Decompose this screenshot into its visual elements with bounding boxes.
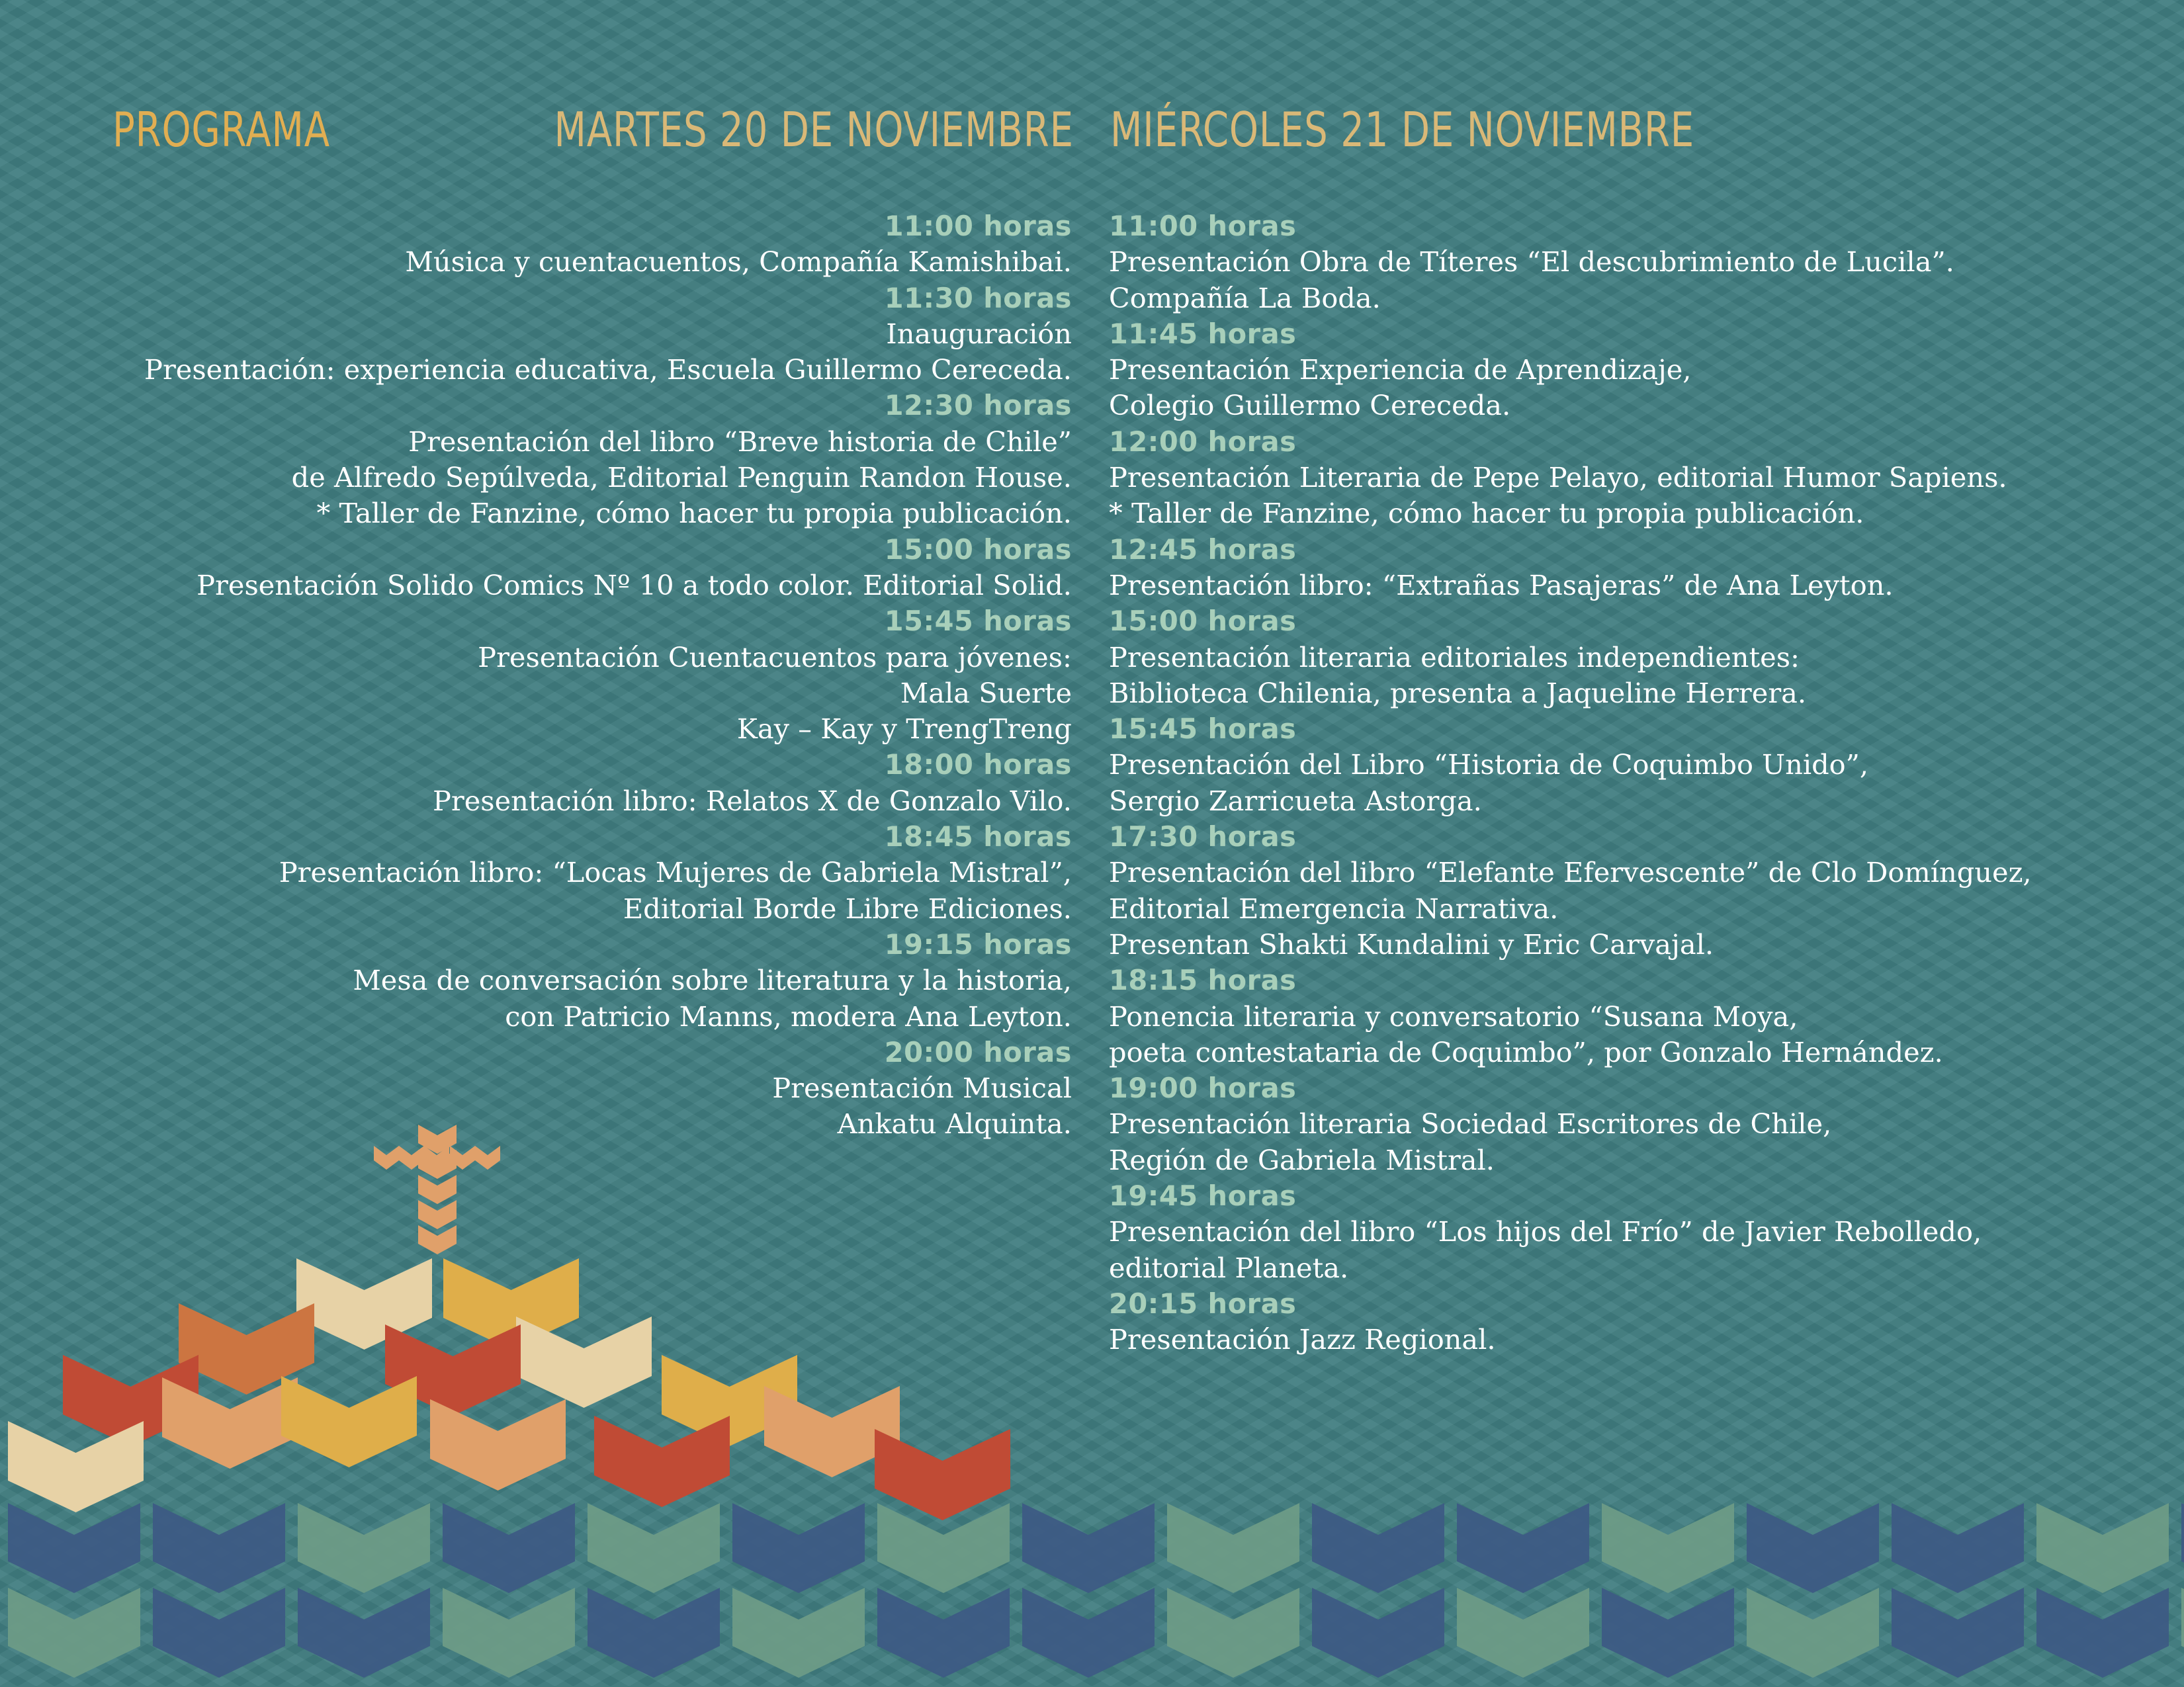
- event-line: Presentación Obra de Títeres “El descubrimiento de Lucila”.: [1109, 245, 1954, 279]
- schedule-event: [1109, 963, 2032, 1070]
- chevron-shape: [1457, 1503, 1589, 1593]
- event-line: Presentación Musical: [772, 1072, 1072, 1105]
- event-line: con Patricio Manns, modera Ana Leyton.: [505, 1000, 1072, 1033]
- chevron-shape: [374, 1146, 399, 1170]
- chevron-shape: [1747, 1503, 1879, 1593]
- day1-heading: MARTES 20 DE NOVIEMBRE: [554, 102, 1074, 157]
- chevron-shape: [588, 1588, 720, 1678]
- schedule-event: [1109, 1070, 2032, 1178]
- event-time: 15:00 horas: [884, 533, 1072, 566]
- event-time: 17:30 horas: [1109, 820, 1297, 853]
- chevron-shape: [8, 1588, 140, 1678]
- chevron-shape: [1892, 1503, 2024, 1593]
- event-line: Mala Suerte: [900, 676, 1072, 709]
- event-line: Presentación Jazz Regional.: [1109, 1323, 1496, 1356]
- event-line: Biblioteca Chilenia, presenta a Jaqueline Herrera.: [1109, 676, 1807, 709]
- event-line: editorial Planeta.: [1109, 1251, 1349, 1284]
- event-line: Presentan Shakti Kundalini y Eric Carvajal.: [1109, 928, 1714, 961]
- chevron-shape: [418, 1150, 457, 1179]
- chevron-shape: [1457, 1588, 1589, 1678]
- event-line: Editorial Borde Libre Ediciones.: [623, 892, 1072, 925]
- chevron-shape: [2181, 1588, 2184, 1678]
- schedule-event: [144, 747, 1072, 819]
- event-line: Colegio Guillermo Cereceda.: [1109, 389, 1511, 422]
- chevron-shape: [516, 1317, 652, 1408]
- event-line: Ankatu Alquinta.: [837, 1107, 1072, 1141]
- chevron-shape: [594, 1416, 730, 1507]
- event-line: de Alfredo Sepúlveda, Editorial Penguin Randon House.: [291, 461, 1072, 494]
- chevron-shape: [418, 1200, 457, 1229]
- schedule-event: [1109, 424, 2032, 532]
- chevron-shape: [281, 1376, 417, 1467]
- event-line: poeta contestataria de Coquimbo”, por Gonzalo Hernández.: [1109, 1035, 1943, 1068]
- chevron-shape: [1022, 1588, 1155, 1678]
- chevron-shape: [443, 1503, 575, 1593]
- chevron-shape: [418, 1225, 457, 1254]
- schedule-event: [144, 532, 1072, 604]
- chevron-shape: [8, 1503, 140, 1593]
- chevron-shape: [1602, 1503, 1734, 1593]
- event-line: Kay – Kay y TrengTreng: [736, 713, 1072, 746]
- event-line: Compañía La Boda.: [1109, 281, 1381, 314]
- schedule-event: [144, 208, 1072, 281]
- event-time: 11:45 horas: [1109, 317, 1297, 350]
- event-line: Presentación libro: “Extrañas Pasajeras” de Ana Leyton.: [1109, 568, 1894, 601]
- event-line: Inauguración: [886, 317, 1072, 350]
- chevron-shape: [1312, 1588, 1444, 1678]
- event-line: Presentación del Libro “Historia de Coquimbo Unido”,: [1109, 748, 1869, 781]
- event-line: Presentación libro: Relatos X de Gonzalo Vilo.: [432, 784, 1072, 817]
- event-line: Presentación del libro “Los hijos del Frío” de Javier Rebolledo,: [1109, 1215, 1982, 1248]
- event-line: Presentación Cuentacuentos para jóvenes:: [478, 640, 1072, 673]
- chevron-shape: [430, 1399, 566, 1491]
- event-line: Presentación Solido Comics Nº 10 a todo color. Editorial Solid.: [197, 568, 1072, 601]
- chevron-shape: [1602, 1588, 1734, 1678]
- day2-heading: MIÉRCOLES 21 DE NOVIEMBRE: [1110, 102, 1694, 157]
- chevron-shape: [2181, 1503, 2184, 1593]
- chevron-shape: [418, 1175, 457, 1204]
- chevron-shape: [2036, 1588, 2169, 1678]
- event-time: 20:00 horas: [884, 1035, 1072, 1068]
- event-line: * Taller de Fanzine, cómo hacer tu propia publicación.: [1109, 497, 1864, 530]
- chevron-shape: [1167, 1503, 1299, 1593]
- event-line: Presentación del libro “Breve historia de Chile”: [408, 425, 1072, 458]
- event-line: Presentación Literaria de Pepe Pelayo, editorial Humor Sapiens.: [1109, 461, 2007, 494]
- schedule-event: [1109, 208, 2032, 316]
- chevron-shape: [732, 1588, 865, 1678]
- chevron-shape: [2036, 1503, 2169, 1593]
- event-time: 11:00 horas: [1109, 210, 1297, 242]
- schedule-event: [1109, 819, 2032, 963]
- event-time: 18:15 horas: [1109, 964, 1297, 997]
- schedule-event: [144, 927, 1072, 1035]
- event-line: Presentación: experiencia educativa, Escuela Guillermo Cereceda.: [144, 353, 1072, 386]
- event-time: 11:30 horas: [884, 281, 1072, 314]
- schedule-event: [144, 819, 1072, 927]
- event-time: 19:15 horas: [884, 928, 1072, 961]
- chevron-shape: [153, 1588, 285, 1678]
- chevron-shape: [875, 1429, 1010, 1520]
- chevron-shape: [1312, 1503, 1444, 1593]
- event-time: 11:00 horas: [884, 210, 1072, 242]
- event-line: Mesa de conversación sobre literatura y la historia,: [353, 964, 1072, 997]
- event-time: 20:15 horas: [1109, 1287, 1297, 1320]
- chevron-shape: [1892, 1588, 2024, 1678]
- chevron-shape: [153, 1503, 285, 1593]
- event-time: 12:45 horas: [1109, 533, 1297, 566]
- chevron-shape: [8, 1421, 144, 1512]
- chevron-shape: [877, 1588, 1010, 1678]
- event-line: Presentación literaria Sociedad Escritores de Chile,: [1109, 1107, 1832, 1141]
- event-line: Presentación libro: “Locas Mujeres de Gabriela Mistral”,: [279, 856, 1072, 889]
- schedule-event: [1109, 532, 2032, 604]
- event-line: Presentación Experiencia de Aprendizaje,: [1109, 353, 1692, 386]
- event-time: 12:30 horas: [884, 389, 1072, 422]
- chevron-shape: [1747, 1588, 1879, 1678]
- program-heading: PROGRAMA: [112, 102, 330, 157]
- event-time: 18:00 horas: [884, 748, 1072, 781]
- chevron-shape: [588, 1503, 720, 1593]
- schedule-event: [144, 1035, 1072, 1143]
- chevron-shape: [162, 1377, 298, 1469]
- chevron-shape: [732, 1503, 865, 1593]
- schedule-event: [144, 388, 1072, 531]
- chevron-shape: [298, 1588, 430, 1678]
- schedule-event: [144, 603, 1072, 747]
- schedule-event: [1109, 1286, 2032, 1358]
- event-time: 15:45 horas: [884, 605, 1072, 638]
- schedule-event: [144, 281, 1072, 388]
- event-time: 19:45 horas: [1109, 1180, 1297, 1213]
- day2-schedule: [1109, 208, 2032, 1358]
- event-line: Presentación del libro “Elefante Efervescente” de Clo Domínguez,: [1109, 856, 2032, 889]
- event-line: Región de Gabriela Mistral.: [1109, 1143, 1495, 1176]
- event-time: 12:00 horas: [1109, 425, 1297, 458]
- event-time: 15:00 horas: [1109, 605, 1297, 638]
- chevron-shape: [475, 1146, 500, 1170]
- schedule-event: [1109, 316, 2032, 424]
- chevron-shape: [443, 1588, 575, 1678]
- event-line: Sergio Zarricueta Astorga.: [1109, 784, 1482, 817]
- chevron-shape: [298, 1503, 430, 1593]
- day1-schedule: [144, 208, 1072, 1143]
- schedule-event: [1109, 711, 2032, 819]
- schedule-event: [1109, 603, 2032, 711]
- event-line: Presentación literaria editoriales independientes:: [1109, 640, 1800, 673]
- event-time: 18:45 horas: [884, 820, 1072, 853]
- event-line: Editorial Emergencia Narrativa.: [1109, 892, 1559, 925]
- event-time: 19:00 horas: [1109, 1072, 1297, 1105]
- event-line: Ponencia literaria y conversatorio “Susana Moya,: [1109, 1000, 1798, 1033]
- chevron-shape: [296, 1258, 432, 1350]
- chevron-shape: [1022, 1503, 1155, 1593]
- chevron-shape: [1167, 1588, 1299, 1678]
- schedule-event: [1109, 1178, 2032, 1286]
- event-time: 15:45 horas: [1109, 713, 1297, 746]
- event-line: Música y cuentacuentos, Compañía Kamishibai.: [405, 245, 1072, 279]
- event-line: * Taller de Fanzine, cómo hacer tu propia publicación.: [316, 497, 1072, 530]
